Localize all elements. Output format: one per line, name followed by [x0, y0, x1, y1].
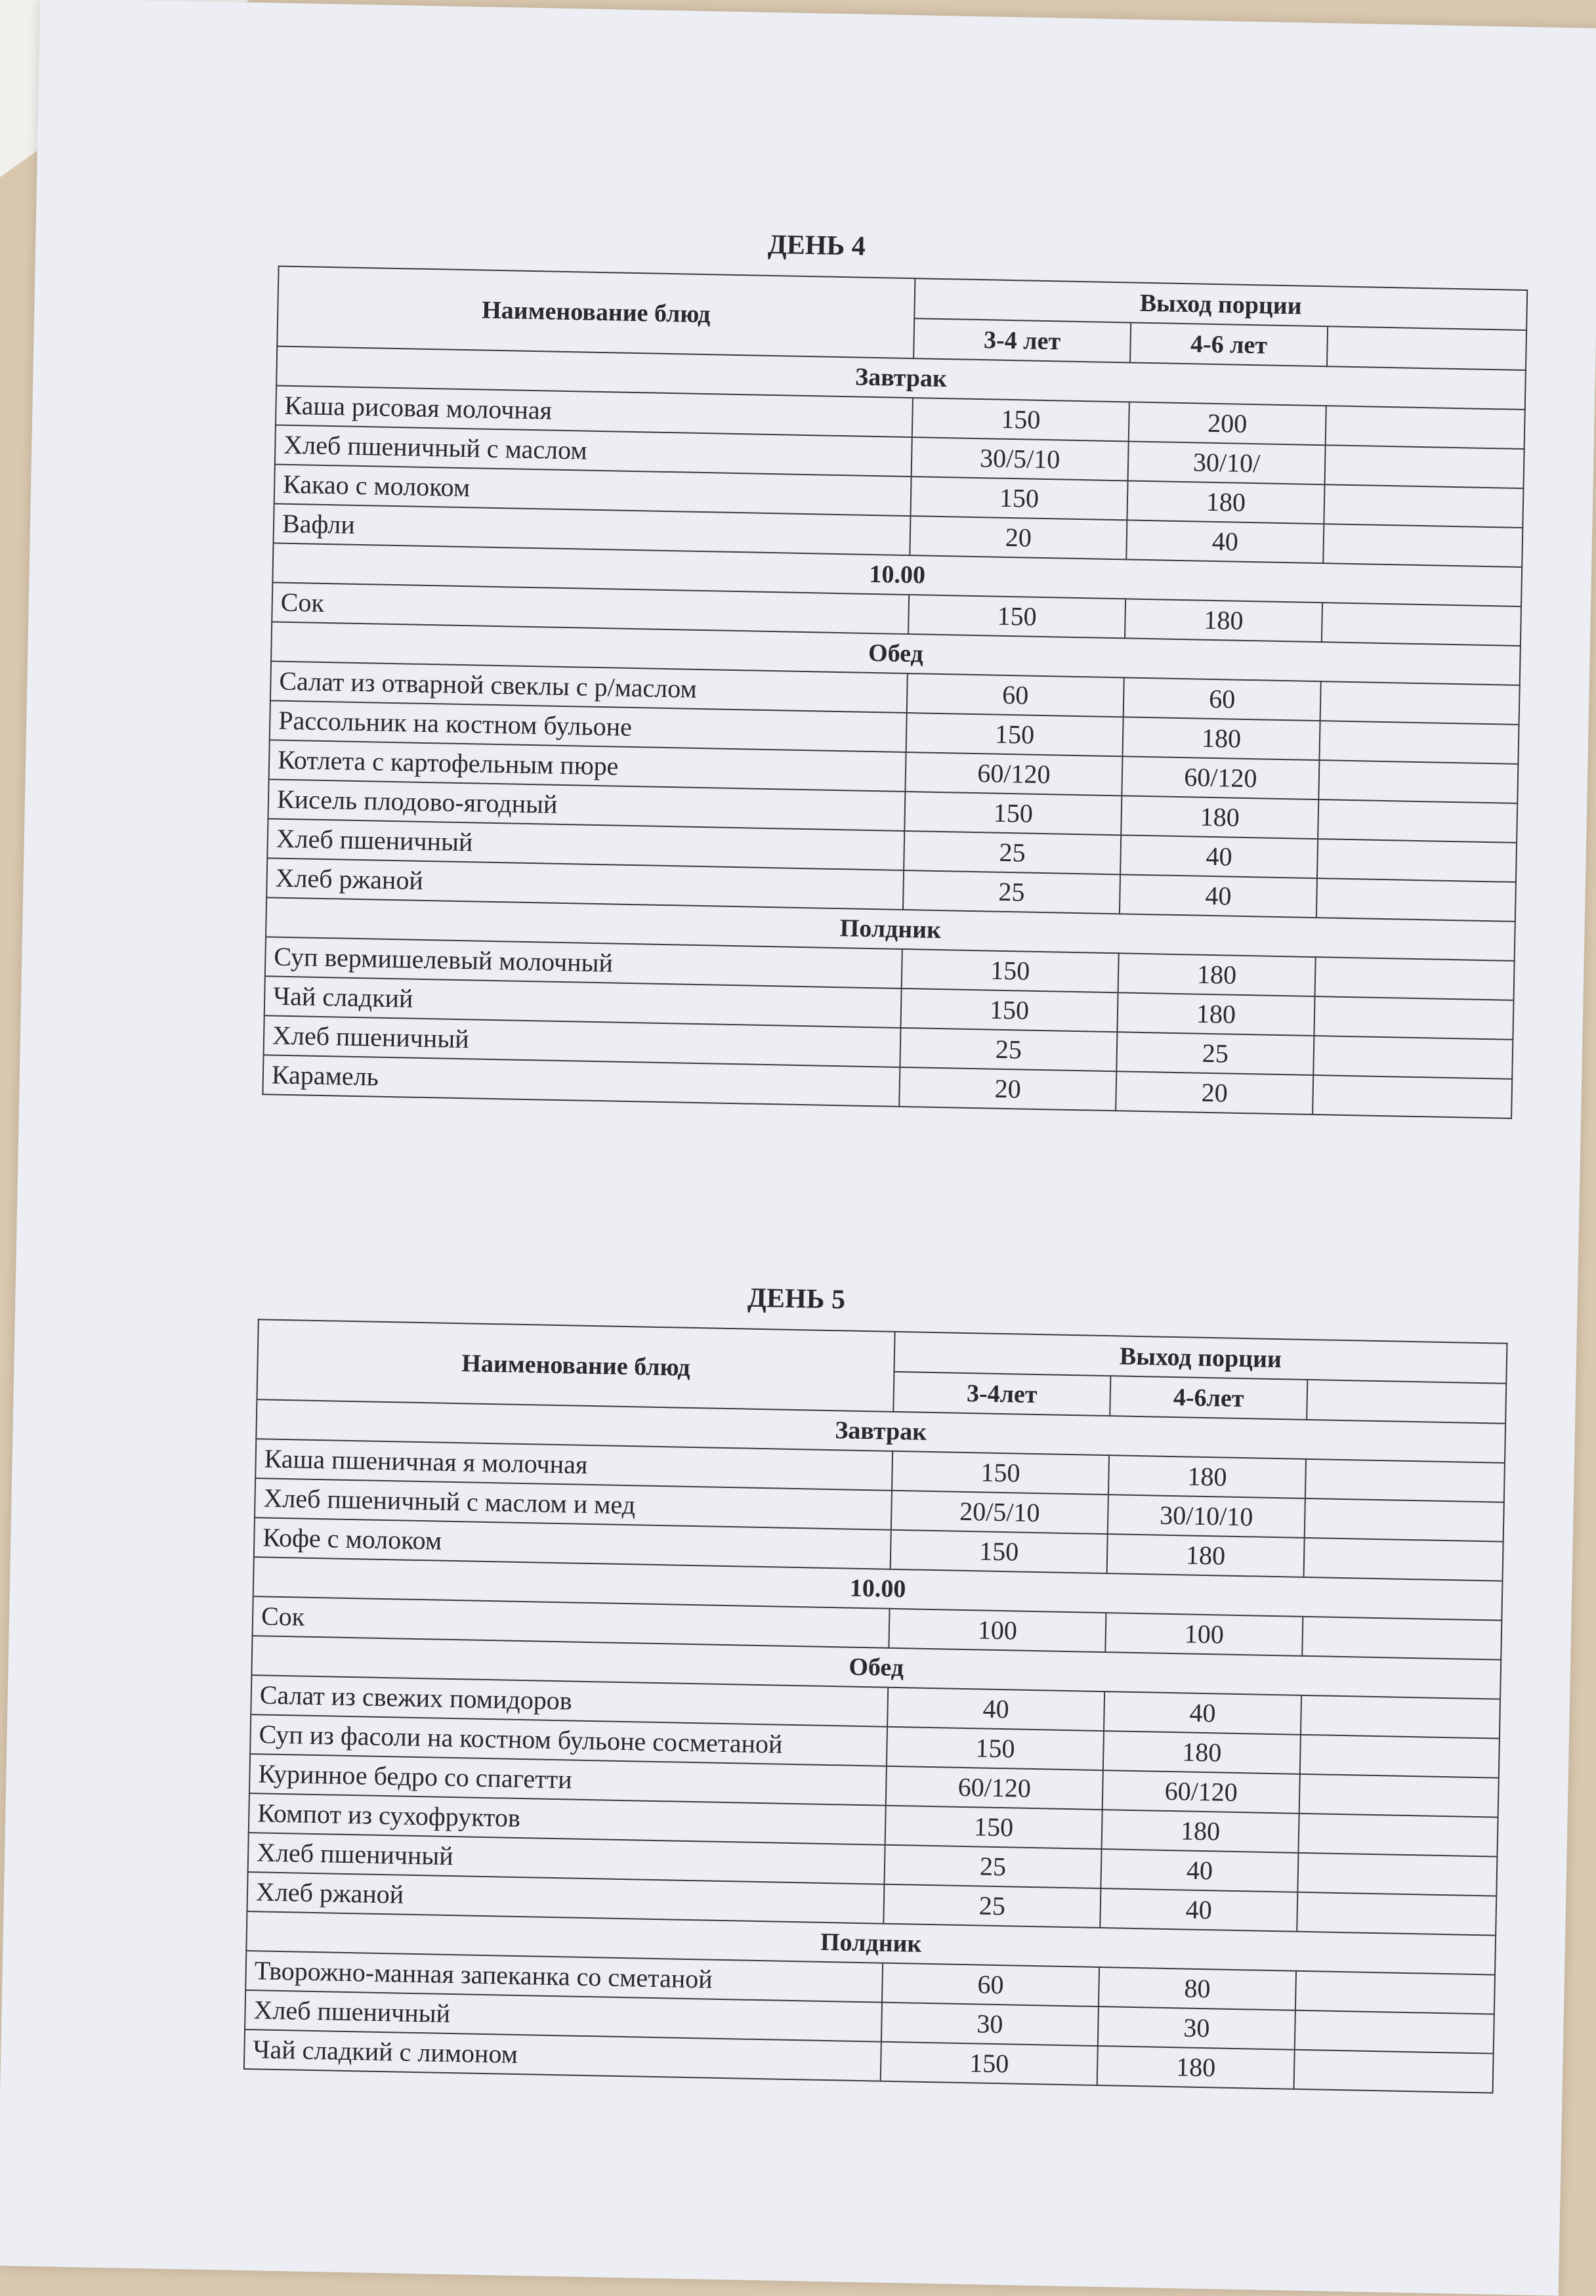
- day4-menu-table: [262, 266, 1528, 1119]
- empty-cell: [1304, 1538, 1503, 1581]
- empty-cell: [1295, 2010, 1494, 2054]
- age-4-6-header: 4-6 лет: [1130, 322, 1328, 366]
- portion-3-4: 150: [881, 2042, 1098, 2085]
- portion-3-4: 150: [906, 713, 1124, 756]
- portion-4-6: 180: [1102, 1810, 1299, 1853]
- portion-4-6: 40: [1126, 520, 1324, 563]
- dish-name: Хлеб пшеничный: [248, 1833, 885, 1884]
- breakfast-label: Завтрак: [256, 1399, 1505, 1463]
- portion-4-6: 20: [1116, 1071, 1313, 1115]
- portion-4-6: 40: [1104, 1691, 1301, 1735]
- portion-3-4: 20: [910, 516, 1127, 559]
- portion-3-4: 25: [904, 831, 1121, 874]
- portion-4-6: 30: [1098, 2007, 1295, 2050]
- snack-10-label: 10.00: [272, 543, 1522, 606]
- portion-3-4: 150: [901, 989, 1118, 1032]
- portion-3-4: 150: [912, 398, 1129, 441]
- dish-name: Чай сладкий с лимоном: [244, 2030, 881, 2081]
- portion-3-4: 60: [907, 673, 1124, 717]
- empty-cell: [1300, 1735, 1500, 1778]
- dish-name: Кисель плодово-ягодный: [268, 779, 905, 831]
- empty-cell: [1294, 2050, 1494, 2093]
- portion-header: Выход порции: [914, 278, 1527, 330]
- portion-4-6: 30/10/: [1128, 441, 1326, 484]
- empty-cell: [1298, 1814, 1498, 1857]
- breakfast-label: Завтрак: [276, 346, 1526, 410]
- portion-3-4: 30/5/10: [912, 437, 1129, 480]
- lunch-label: Обед: [271, 622, 1521, 685]
- portion-4-6: 80: [1099, 1967, 1296, 2010]
- dish-name: Вафли: [274, 503, 911, 555]
- dish-name: Суп вермишелевый молочный: [265, 937, 902, 989]
- dish-name: Хлеб пшеничный: [267, 818, 904, 870]
- portion-4-6: 180: [1108, 1455, 1306, 1499]
- empty-cell: [1316, 878, 1516, 922]
- day5-title: ДЕНЬ 5: [747, 1283, 846, 1315]
- empty-cell: [1323, 524, 1522, 567]
- portion-3-4: 30: [881, 2003, 1099, 2046]
- portion-4-6: 180: [1107, 1534, 1305, 1577]
- portion-3-4: 150: [908, 595, 1125, 638]
- empty-cell: [1295, 1971, 1495, 2014]
- portion-3-4: 150: [910, 477, 1127, 520]
- portion-4-6: 100: [1105, 1613, 1303, 1656]
- dish-name: Сок: [272, 582, 909, 634]
- dish-name-header: Наименование блюд: [277, 266, 915, 359]
- table-header-row: [278, 266, 1527, 331]
- portion-3-4: 150: [904, 792, 1122, 835]
- portion-4-6: 180: [1121, 796, 1318, 839]
- portion-4-6: 60/120: [1102, 1770, 1300, 1814]
- portion-3-4: 150: [891, 1530, 1108, 1573]
- portion-3-4: 25: [903, 870, 1120, 914]
- empty-cell: [1324, 484, 1523, 528]
- dish-name: Хлеб пшеничный с маслом и мед: [255, 1478, 892, 1530]
- dish-name: Творожно-манная запеканка со сметаной: [245, 1951, 883, 2003]
- empty-cell: [1301, 1695, 1500, 1739]
- dish-name: Кофе с молоком: [254, 1518, 891, 1569]
- empty-cell: [1317, 839, 1517, 882]
- portion-3-4: 25: [884, 1845, 1101, 1888]
- dish-name: Каша пшеничная я молочная: [255, 1439, 892, 1491]
- portion-4-6: 200: [1129, 402, 1326, 445]
- empty-cell: [1325, 445, 1524, 488]
- portion-3-4: 25: [883, 1884, 1101, 1928]
- dish-name: Котлета с картофельным пюре: [269, 740, 906, 792]
- table-header-row: [258, 1319, 1507, 1384]
- dish-name: Хлеб пшеничный: [245, 1990, 882, 2042]
- portion-3-4: 60/120: [886, 1766, 1103, 1810]
- portion-3-4: 20/5/10: [891, 1491, 1108, 1534]
- dish-name: Сок: [253, 1596, 890, 1648]
- dish-name: Хлеб пшеничный: [264, 1015, 901, 1067]
- empty-header-cell: [1307, 1380, 1506, 1424]
- portion-3-4: 150: [887, 1727, 1104, 1770]
- empty-cell: [1302, 1617, 1502, 1660]
- dish-name: Куринное бедро со спагетти: [249, 1754, 887, 1806]
- portion-4-6: 180: [1097, 2046, 1295, 2089]
- empty-cell: [1326, 406, 1525, 449]
- portion-3-4: 150: [902, 949, 1119, 992]
- portion-4-6: 40: [1120, 874, 1317, 918]
- portion-4-6: 60: [1124, 677, 1321, 721]
- empty-cell: [1319, 721, 1519, 764]
- portion-4-6: 25: [1116, 1032, 1314, 1075]
- dish-name: Какао с молоком: [274, 464, 912, 516]
- day4-title: ДЕНЬ 4: [767, 229, 866, 262]
- empty-cell: [1313, 1036, 1513, 1079]
- portion-4-6: 180: [1125, 599, 1322, 642]
- portion-3-4: 150: [892, 1451, 1109, 1495]
- portion-3-4: 40: [887, 1688, 1104, 1731]
- empty-cell: [1322, 603, 1521, 646]
- empty-cell: [1320, 681, 1520, 725]
- portion-4-6: 180: [1127, 480, 1324, 524]
- portion-4-6: 180: [1118, 953, 1316, 996]
- lunch-label: Обед: [251, 1636, 1501, 1699]
- dish-name: Салат из свежих помидоров: [251, 1675, 888, 1727]
- portion-4-6: 180: [1103, 1731, 1301, 1774]
- dish-name: Чай сладкий: [264, 976, 902, 1028]
- dish-name: Хлеб ржаной: [266, 858, 904, 910]
- portion-3-4: 100: [889, 1609, 1106, 1652]
- portion-3-4: 60: [882, 1963, 1099, 2007]
- day5-menu-table: [243, 1319, 1508, 2093]
- age-3-4-header: 3-4 лет: [914, 318, 1131, 362]
- portion-4-6: 180: [1117, 992, 1314, 1036]
- empty-cell: [1312, 1075, 1512, 1118]
- empty-cell: [1305, 1459, 1505, 1502]
- portion-4-6: 40: [1120, 835, 1318, 878]
- portion-4-6: 40: [1100, 1888, 1297, 1932]
- dish-name: Хлеб пшеничный с маслом: [275, 425, 912, 477]
- age-4-6-header: 4-6лет: [1110, 1376, 1307, 1420]
- portion-4-6: 180: [1123, 717, 1320, 760]
- dish-name: Хлеб ржаной: [247, 1872, 884, 1924]
- dish-name: Компот из сухофруктов: [249, 1793, 886, 1845]
- empty-header-cell: [1327, 326, 1526, 370]
- dish-name: Карамель: [262, 1055, 900, 1107]
- afternoon-snack-label: Полдник: [266, 897, 1515, 961]
- dish-name: Рассольник на костном бульоне: [270, 700, 907, 752]
- portion-4-6: 40: [1101, 1849, 1298, 1892]
- snack-10-label: 10.00: [253, 1557, 1503, 1621]
- portion-4-6: 60/120: [1122, 756, 1319, 799]
- empty-cell: [1314, 996, 1513, 1040]
- portion-3-4: 20: [899, 1067, 1116, 1111]
- portion-3-4: 25: [900, 1028, 1117, 1071]
- empty-cell: [1297, 1853, 1497, 1896]
- age-3-4-header: 3-4лет: [893, 1372, 1110, 1416]
- dish-name: Суп из фасоли на костном бульоне сосметаной: [250, 1714, 887, 1766]
- portion-header: Выход порции: [894, 1332, 1507, 1384]
- portion-4-6: 30/10/10: [1108, 1495, 1305, 1538]
- portion-3-4: 60/120: [905, 752, 1122, 796]
- portion-3-4: 150: [885, 1806, 1102, 1849]
- empty-cell: [1318, 799, 1517, 843]
- afternoon-snack-label: Полдник: [246, 1911, 1496, 1975]
- dish-name: Салат из отварной свеклы с р/маслом: [270, 661, 908, 713]
- empty-cell: [1305, 1499, 1504, 1542]
- empty-cell: [1297, 1892, 1496, 1936]
- dish-name: Каша рисовая молочная: [276, 385, 913, 437]
- empty-cell: [1299, 1774, 1499, 1818]
- empty-cell: [1315, 957, 1515, 1000]
- dish-name-header: Наименование блюд: [257, 1319, 894, 1412]
- empty-cell: [1318, 760, 1518, 803]
